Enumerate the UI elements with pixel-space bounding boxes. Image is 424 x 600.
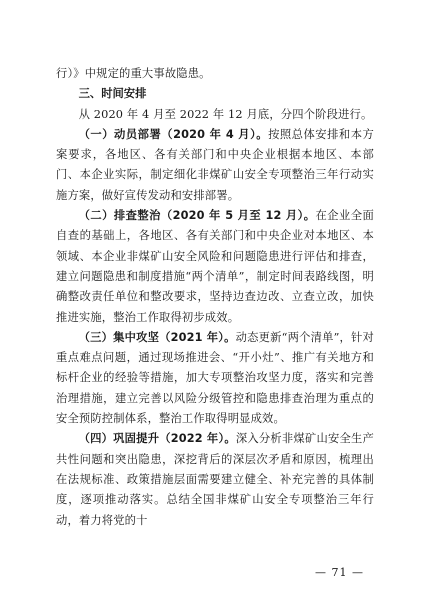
phase-title-1: （一）动员部署（2020 年 4 月）。 bbox=[78, 127, 269, 141]
section-heading: 三、时间安排 bbox=[78, 87, 147, 101]
intro-paragraph: 从 2020 年 4 月至 2022 年 12 月底，分四个阶段进行。 bbox=[78, 107, 373, 121]
phase-paragraph-3 bbox=[56, 328, 374, 429]
continued-paragraph: 行）》中规定的重大事故隐患。 bbox=[56, 67, 211, 80]
phase-body-2: 在企业全面自查的基础上，各地区、各有关部门和中央企业对本地区、本领域、本企业非煤矿山安全风险和问题隐患进行评估和排查，建立问题隐患和制度措施“两个清单”，制定时间表路线图，明确整改责任单位和整改要求，坚持边查边改、立查立改，加快推进实施，整治工作取得初步成效。 bbox=[56, 209, 374, 324]
page-number: — 71 — bbox=[315, 566, 364, 579]
document-body bbox=[56, 64, 374, 531]
phase-body-1: 按照总体安排和本方案要求，各地区、各有关部门和中央企业根据本地区、本部门、本企业实际，制定细化非煤矿山安全专项整治三年行动实施方案，做好宣传发动和安排部署。 bbox=[56, 127, 374, 202]
phase-paragraph-4 bbox=[56, 429, 374, 530]
phase-title-3: （三）集中攻坚（2021 年）。 bbox=[78, 330, 236, 344]
phase-paragraph-1 bbox=[56, 125, 374, 206]
phase-title-4: （四）巩固提升（2022 年）。 bbox=[78, 432, 236, 446]
phase-body-4: 深入分析非煤矿山安全生产共性问题和突出隐患，深挖背后的深层次矛盾和原因，梳理出在法规标准、政策措施层面需要建立健全、补充完善的具体制度，逐项推动落实。总结全国非煤矿山安全专项整治三年行动，着力将党的十 bbox=[56, 432, 374, 527]
phase-paragraph-2 bbox=[56, 206, 374, 328]
phase-body-3: 动态更新“两个清单”，针对重点难点问题，通过现场推进会、“开小灶”、推广有关地方和标杆企业的经验等措施，加大专项整治攻坚力度，落实和完善治理措施，建立完善以风险分级管控和隐患排查治理为重点的安全预防控制体系，整治工作取得明显成效。 bbox=[56, 330, 374, 426]
phase-title-2: （二）排查整治（2020 年 5 月至 12 月）。 bbox=[78, 209, 316, 223]
